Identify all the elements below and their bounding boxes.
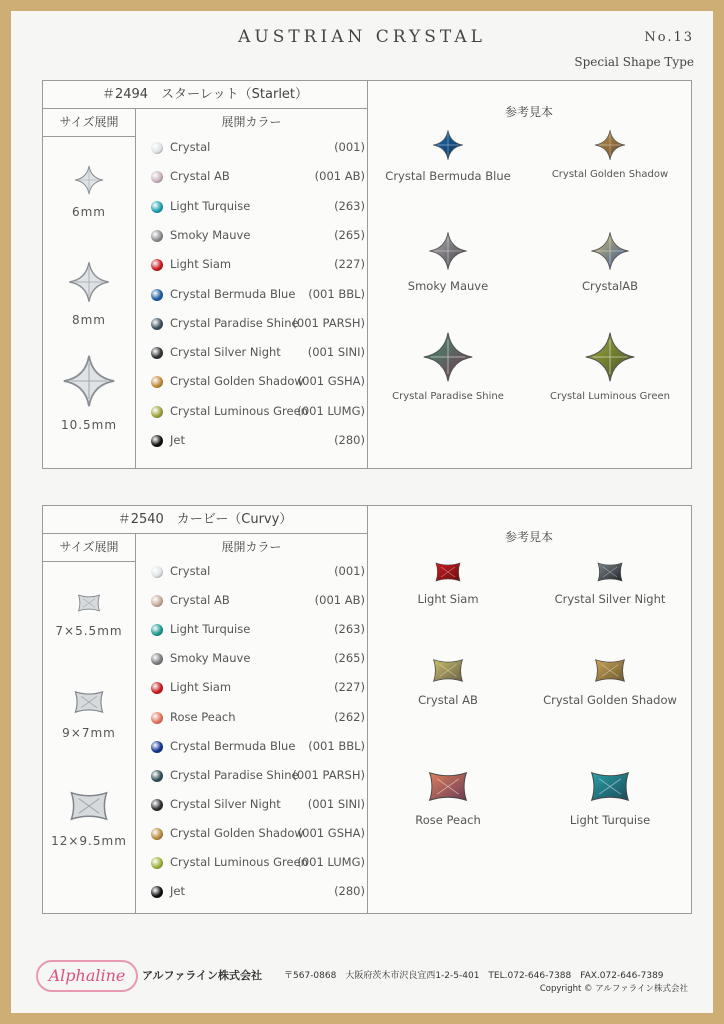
color-code: (001 PARSH) xyxy=(292,315,365,330)
reference-label: Crystal Paradise Shine xyxy=(392,391,504,402)
color-swatch-icon xyxy=(151,201,163,213)
size-label: 7×5.5mm xyxy=(55,624,123,638)
color-name: Crystal AB xyxy=(170,593,230,608)
color-row xyxy=(143,559,365,585)
color-code: (265) xyxy=(334,651,365,666)
curvy-sample-icon xyxy=(595,560,625,584)
reference-sample xyxy=(367,560,529,606)
color-name: Crystal Paradise Shine xyxy=(170,767,299,782)
company-address: 〒567-0868 大阪府茨木市沢良宜西1-2-5-401 TEL.072-646-7388 FAX.072-646-7389 xyxy=(284,971,664,981)
color-row xyxy=(143,792,365,818)
color-name: Crystal Silver Night xyxy=(170,345,281,360)
color-name: Jet xyxy=(170,433,185,447)
color-row xyxy=(143,617,365,643)
color-name: Crystal Luminous Green xyxy=(170,855,308,869)
reference-sample xyxy=(529,331,691,402)
color-name: Rose Peach xyxy=(170,709,236,724)
color-code: (001 GSHA) xyxy=(297,374,365,389)
reference-title: 参考見本 xyxy=(504,530,553,544)
size-7x5-5mm xyxy=(43,592,135,638)
color-name: Crystal Golden Shadow xyxy=(170,825,304,840)
reference-label: Crystal Golden Shadow xyxy=(543,693,677,707)
size-10-5mm xyxy=(43,354,135,432)
color-swatch-icon xyxy=(151,230,163,242)
reference-label: Light Turquise xyxy=(569,813,651,827)
color-code: (280) xyxy=(334,884,365,899)
reference-sample xyxy=(529,768,691,827)
reference-sample xyxy=(529,656,691,707)
color-row xyxy=(143,705,365,731)
color-row xyxy=(143,428,365,454)
color-name: Smoky Mauve xyxy=(170,227,251,242)
color-swatch-icon xyxy=(151,624,163,636)
color-row xyxy=(143,763,365,789)
color-code: (001 AB) xyxy=(314,593,365,608)
page-title: AUSTRIAN CRYSTAL xyxy=(238,27,486,47)
reference-label: Smoky Mauve xyxy=(407,279,489,293)
company-name: アルファライン株式会社 xyxy=(142,969,263,982)
color-row xyxy=(143,135,365,161)
reference-sample xyxy=(529,129,691,180)
starlet-sample-icon xyxy=(432,129,464,161)
color-swatch-icon xyxy=(151,595,163,607)
size-label: 9×7mm xyxy=(62,726,116,740)
color-swatch-icon xyxy=(151,347,163,359)
color-code: (262) xyxy=(334,709,365,724)
color-name: Light Siam xyxy=(170,257,232,272)
color-name: Crystal xyxy=(170,564,211,578)
alphaline-logo: Alphaline xyxy=(36,960,138,992)
size-label: 8mm xyxy=(71,313,106,327)
reference-label: Crystal Golden Shadow xyxy=(551,169,669,180)
color-code: (263) xyxy=(334,622,365,637)
size-6mm xyxy=(43,165,135,219)
color-swatch-icon xyxy=(151,142,163,154)
reference-sample xyxy=(529,231,691,293)
curvy-heading: ＃2540 カービー（Curvy） xyxy=(43,506,367,534)
curvy-gem-icon xyxy=(76,592,102,614)
starlet-sample-icon xyxy=(594,129,626,161)
curvy-sample-icon xyxy=(587,768,633,805)
color-row xyxy=(143,734,365,760)
color-name: Jet xyxy=(170,884,185,899)
color-swatch-icon xyxy=(151,799,163,811)
color-swatch-icon xyxy=(151,566,163,578)
curvy-gem-icon xyxy=(72,688,106,716)
color-row xyxy=(143,252,365,278)
color-code: (265) xyxy=(334,227,365,242)
color-swatch-icon xyxy=(151,376,163,388)
color-row xyxy=(143,194,365,220)
reference-sample xyxy=(367,231,529,293)
size-column-divider xyxy=(135,109,136,468)
reference-title: 参考見本 xyxy=(504,105,553,119)
color-name: Crystal AB xyxy=(170,169,230,184)
reference-sample xyxy=(529,560,691,606)
color-name: Crystal Golden Shadow xyxy=(170,374,304,389)
size-label: 12×9.5mm xyxy=(51,834,127,848)
size-column-divider xyxy=(135,534,136,913)
color-code: (263) xyxy=(334,198,365,213)
color-code: (001 LUMG) xyxy=(297,403,365,418)
curvy-gem-icon xyxy=(67,788,111,824)
curvy-panel xyxy=(42,505,692,914)
color-swatch-icon xyxy=(151,406,163,418)
color-swatch-icon xyxy=(151,886,163,898)
color-swatch-icon xyxy=(151,828,163,840)
color-row xyxy=(143,675,365,701)
color-name: Smoky Mauve xyxy=(170,651,251,666)
curvy-sample-icon xyxy=(430,656,466,685)
color-row xyxy=(143,850,365,876)
color-swatch-icon xyxy=(151,171,163,183)
footer xyxy=(36,960,696,1000)
color-swatch-icon xyxy=(151,741,163,753)
color-code: (001) xyxy=(334,140,365,154)
color-header: 展開カラー xyxy=(221,540,282,554)
color-swatch-icon xyxy=(151,653,163,665)
size-8mm xyxy=(43,261,135,327)
color-code: (001 BBL) xyxy=(308,738,365,753)
reference-label: Rose Peach xyxy=(415,813,481,827)
color-code: (001 PARSH) xyxy=(292,767,365,782)
color-row xyxy=(143,646,365,672)
color-code: (001 AB) xyxy=(314,169,365,184)
color-name: Light Siam xyxy=(170,680,232,695)
reference-label: CrystalAB xyxy=(581,279,639,293)
reference-sample xyxy=(367,129,529,183)
color-code: (001 LUMG) xyxy=(297,855,365,869)
reference-sample xyxy=(367,331,529,402)
color-name: Crystal Paradise Shine xyxy=(170,315,299,330)
copyright: Copyright © アルファライン株式会社 xyxy=(539,984,688,994)
size-9x7mm xyxy=(43,688,135,740)
color-row xyxy=(143,164,365,190)
color-code: (001 GSHA) xyxy=(297,825,365,840)
starlet-sample-icon xyxy=(590,231,630,271)
color-swatch-icon xyxy=(151,857,163,869)
color-row xyxy=(143,282,365,308)
reference-sample xyxy=(367,656,529,707)
page-subtitle: Special Shape Type xyxy=(574,55,694,69)
color-name: Crystal xyxy=(170,140,211,154)
size-header: サイズ展開 xyxy=(43,109,135,137)
starlet-sample-icon xyxy=(428,231,468,271)
color-name: Light Turquise xyxy=(170,198,251,213)
color-row xyxy=(143,821,365,847)
color-name: Crystal Bermuda Blue xyxy=(170,738,296,753)
reference-label: Light Siam xyxy=(417,592,479,606)
color-code: (001 SINI) xyxy=(307,345,365,360)
size-12x9-5mm xyxy=(43,788,135,848)
color-row xyxy=(143,223,365,249)
color-swatch-icon xyxy=(151,318,163,330)
color-header: 展開カラー xyxy=(221,115,282,129)
reference-sample xyxy=(367,768,529,827)
starlet-gem-icon xyxy=(62,354,116,408)
reference-label: Crystal Silver Night xyxy=(554,592,666,606)
starlet-gem-icon xyxy=(74,165,104,195)
starlet-panel xyxy=(42,80,692,469)
starlet-gem-icon xyxy=(68,261,110,303)
starlet-heading: ＃2494 スターレット（Starlet） xyxy=(43,81,367,109)
curvy-sample-icon xyxy=(592,656,628,685)
color-code: (227) xyxy=(334,257,365,272)
reference-label: Crystal Luminous Green xyxy=(550,391,670,402)
color-swatch-icon xyxy=(151,259,163,271)
size-label: 10.5mm xyxy=(60,418,118,432)
color-swatch-icon xyxy=(151,435,163,447)
color-row xyxy=(143,588,365,614)
curvy-sample-icon xyxy=(433,560,463,584)
color-swatch-icon xyxy=(151,770,163,782)
color-name: Crystal Luminous Green xyxy=(170,403,308,418)
color-row xyxy=(143,311,365,337)
size-header: サイズ展開 xyxy=(43,534,135,562)
color-swatch-icon xyxy=(151,289,163,301)
color-row xyxy=(143,879,365,905)
color-name: Light Turquise xyxy=(170,622,251,637)
color-row xyxy=(143,340,365,366)
color-code: (001) xyxy=(334,564,365,578)
color-name: Crystal Silver Night xyxy=(170,796,281,811)
color-row xyxy=(143,369,365,395)
color-code: (280) xyxy=(334,433,365,447)
color-swatch-icon xyxy=(151,712,163,724)
color-swatch-icon xyxy=(151,682,163,694)
color-code: (227) xyxy=(334,680,365,695)
color-row xyxy=(143,399,365,425)
color-name: Crystal Bermuda Blue xyxy=(170,286,296,301)
color-code: (001 BBL) xyxy=(308,286,365,301)
page-number: No.13 xyxy=(644,30,694,45)
starlet-sample-icon xyxy=(584,331,636,383)
reference-label: Crystal Bermuda Blue xyxy=(385,169,511,183)
color-code: (001 SINI) xyxy=(307,796,365,811)
reference-label: Crystal AB xyxy=(418,693,478,707)
size-label: 6mm xyxy=(71,205,106,219)
curvy-sample-icon xyxy=(425,768,471,805)
starlet-sample-icon xyxy=(422,331,474,383)
